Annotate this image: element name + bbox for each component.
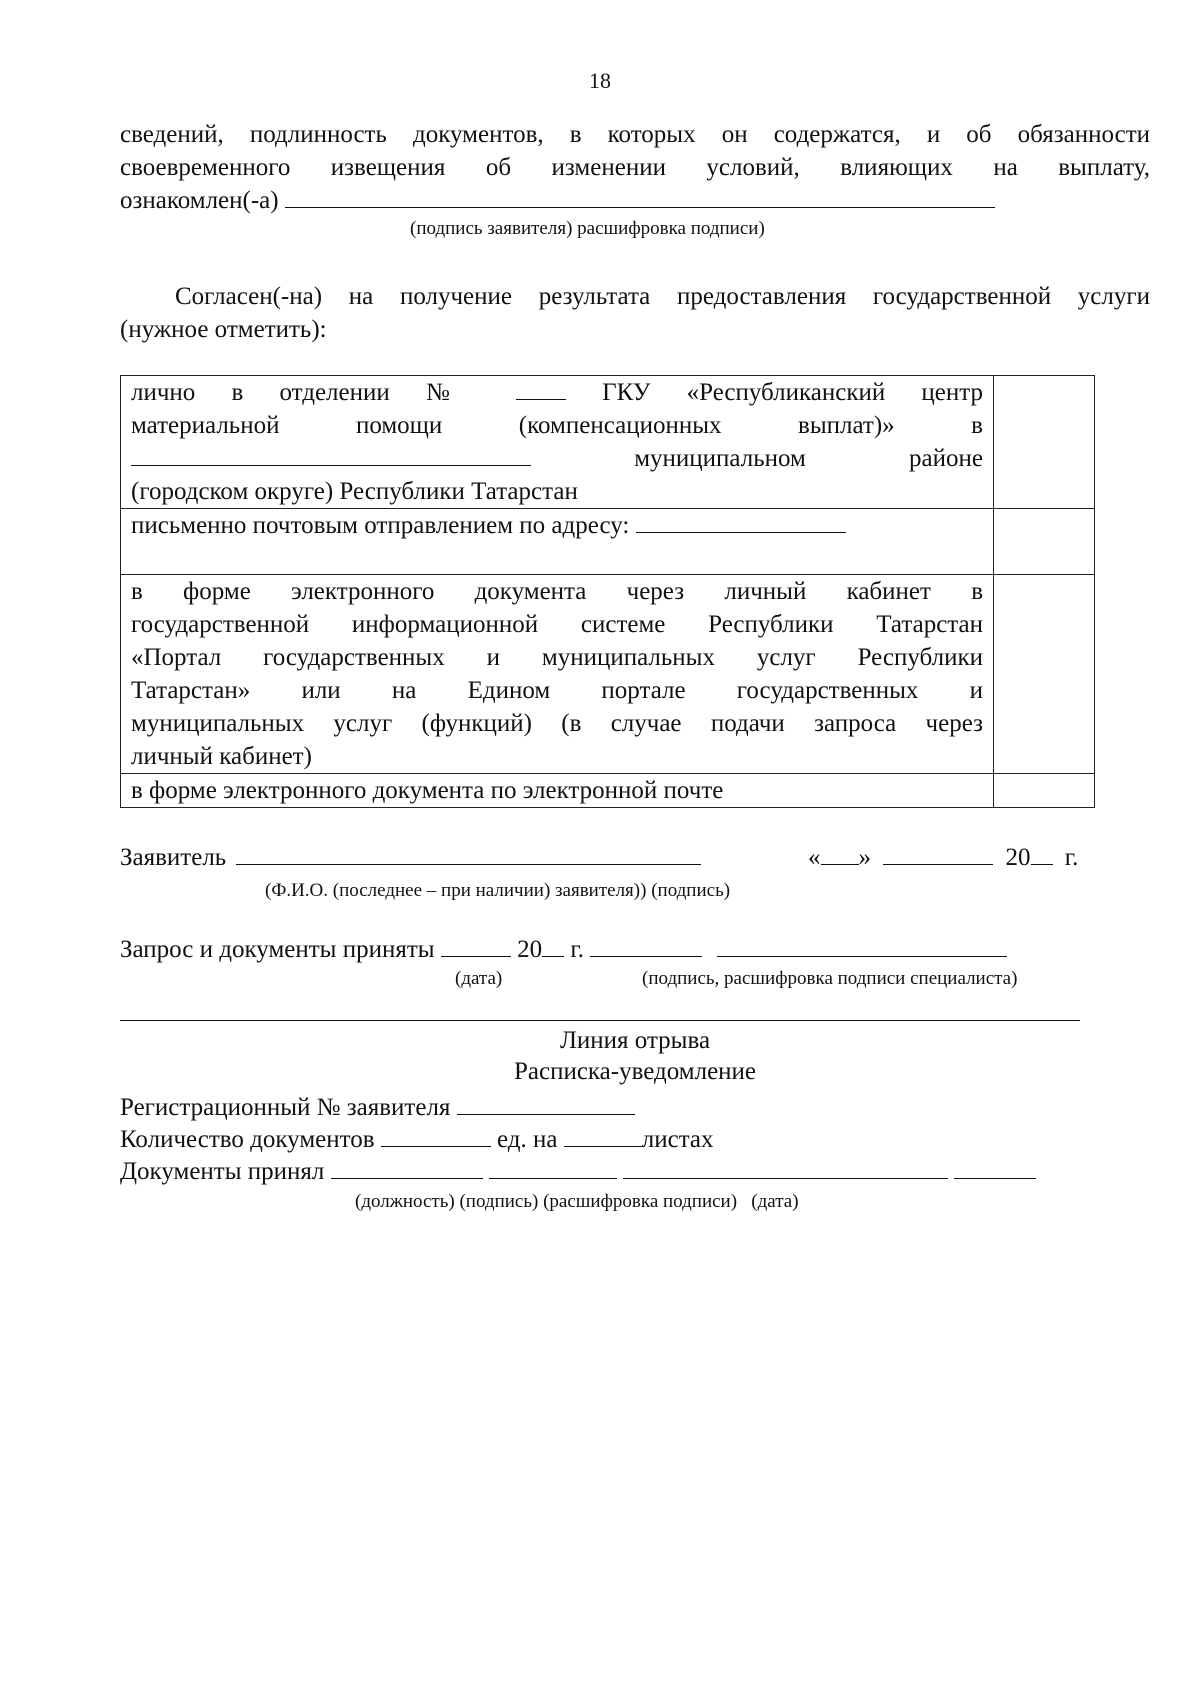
option-mail-label: письменно почтовым отправлением по адресу:	[131, 512, 630, 539]
delivery-options-table	[120, 375, 1095, 808]
accepted-year-suffix: г.	[570, 936, 585, 963]
option-personal-office-label: лично в отделении №	[131, 379, 480, 406]
tear-off-line	[120, 1020, 1080, 1021]
accepted-date-blank[interactable]	[441, 934, 511, 957]
position-blank[interactable]	[331, 1156, 483, 1179]
signature-blank[interactable]	[489, 1156, 617, 1179]
units-label: ед. на	[497, 1126, 558, 1153]
option-personal-text	[121, 376, 994, 509]
applicant-month-blank[interactable]	[883, 842, 993, 865]
office-number-blank[interactable]	[516, 381, 566, 400]
consent-line-1: Согласен(-на) на получение результата предоставления государственной услуги	[175, 283, 1150, 310]
receipt-title: Расписка-уведомление	[513, 1058, 757, 1085]
option-cabinet-text	[121, 575, 994, 774]
option-cabinet-line-5: муниципальных услуг (функций) (в случае подачи запроса через	[131, 710, 983, 737]
option-personal-gku-label: ГКУ «Республиканский центр	[602, 379, 984, 406]
option-personal-line-1	[131, 376, 983, 409]
consent-line-2: (нужное отметить):	[120, 316, 327, 343]
district-name-blank[interactable]	[131, 443, 531, 466]
acknowledged-signature-blank[interactable]	[285, 185, 995, 208]
option-personal-checkbox[interactable]	[994, 376, 1095, 509]
receipt-count-row	[120, 1124, 714, 1154]
accepted-label: Запрос и документы приняты	[120, 936, 435, 963]
option-personal-line-2: материальной помощи (компенсационных выплат)» в	[131, 412, 983, 439]
applicant-year-suffix: г.	[1064, 844, 1079, 871]
documents-count-blank[interactable]	[381, 1124, 491, 1147]
option-personal-line-4: (городском округе) Республики Татарстан	[131, 478, 578, 505]
option-row-personal	[121, 376, 1095, 509]
option-row-email	[121, 774, 1095, 808]
registration-number-blank[interactable]	[457, 1092, 635, 1115]
applicant-caption: (Ф.И.О. (последнее – при наличии) заявителя)) (подпись)	[265, 880, 731, 901]
option-personal-district-label: муниципальном районе	[634, 445, 983, 472]
option-cabinet-line-2: государственной информационной системе Республики Татарстан	[131, 611, 983, 638]
tear-line-label: Линия отрыва	[559, 1027, 711, 1054]
specialist-name-blank[interactable]	[717, 934, 1007, 957]
option-cabinet-checkbox[interactable]	[994, 575, 1095, 774]
option-personal-line-3	[131, 442, 983, 475]
applicant-row	[120, 842, 701, 872]
date-close-quote: »	[858, 844, 871, 871]
intro-line-2: своевременного извещения об изменении условий, влияющих на выплату,	[120, 154, 1150, 181]
intro-paragraph	[120, 118, 1150, 241]
option-cabinet-line-3: «Портал государственных и муниципальных услуг Республики	[131, 644, 983, 671]
option-email-checkbox[interactable]	[994, 774, 1095, 808]
date-open-quote: «	[808, 844, 821, 871]
applicant-year-blank[interactable]	[1031, 842, 1053, 865]
page-number: 18	[589, 68, 611, 93]
receipt-accepted-row	[120, 1156, 1036, 1186]
option-row-cabinet	[121, 575, 1095, 774]
receipt-caption: (должность) (подпись) (расшифровка подписи) (дата)	[355, 1191, 799, 1212]
applicant-label: Заявитель	[120, 844, 227, 871]
registration-label: Регистрационный № заявителя	[120, 1094, 451, 1121]
sheets-label: листах	[641, 1126, 714, 1153]
documents-count-label: Количество документов	[120, 1126, 375, 1153]
mail-address-blank[interactable]	[636, 510, 846, 533]
option-cabinet-line-4: Татарстан» или на Едином портале государственных и	[131, 677, 983, 704]
accepted-caption-sign: (подпись, расшифровка подписи специалиста)	[642, 968, 1018, 989]
signature-decoding-blank[interactable]	[623, 1156, 948, 1179]
accepted-by-label: Документы принял	[120, 1158, 325, 1185]
applicant-year-prefix: 20	[1005, 844, 1031, 871]
option-mail-checkbox[interactable]	[994, 509, 1095, 575]
accepted-row	[120, 934, 1007, 964]
consent-paragraph	[120, 280, 1150, 346]
option-mail-text	[121, 509, 994, 575]
receipt-registration-row	[120, 1092, 635, 1122]
intro-line-3	[120, 184, 1150, 217]
accepted-year-prefix: 20	[517, 936, 543, 963]
option-email-text: в форме электронного документа по электронной почте	[121, 774, 994, 808]
acknowledged-label: ознакомлен(-а)	[120, 187, 279, 214]
accepted-year-blank[interactable]	[542, 934, 564, 957]
option-row-mail	[121, 509, 1095, 575]
acknowledged-signature-caption: (подпись заявителя) расшифровка подписи)	[410, 218, 765, 239]
option-cabinet-line-1: в форме электронного документа через личный кабинет в	[131, 578, 983, 605]
specialist-signature-blank[interactable]	[590, 934, 702, 957]
receipt-date-blank[interactable]	[954, 1156, 1036, 1179]
option-cabinet-line-6: личный кабинет)	[131, 743, 312, 770]
intro-line-1: сведений, подлинность документов, в которых он содержатся, и об обязанности	[120, 121, 1150, 148]
applicant-day-blank[interactable]	[821, 842, 859, 865]
applicant-name-blank[interactable]	[236, 842, 701, 865]
applicant-date	[808, 842, 1078, 872]
sheets-count-blank[interactable]	[564, 1124, 642, 1147]
accepted-caption-date: (дата)	[455, 968, 503, 989]
